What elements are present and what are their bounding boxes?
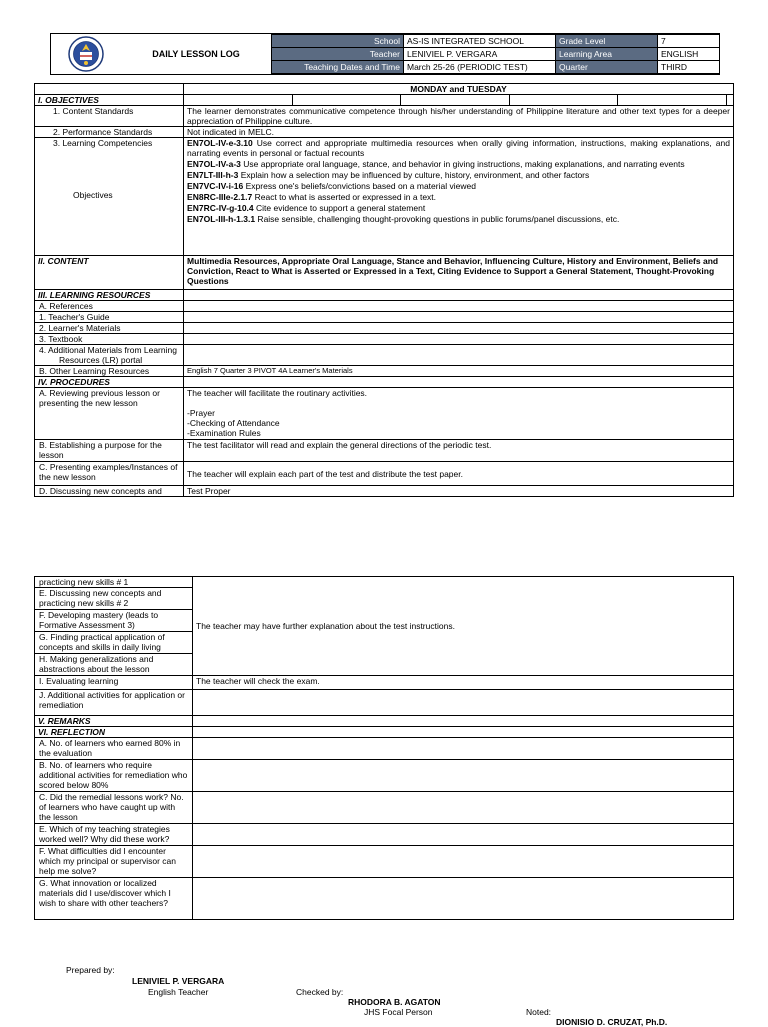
reflection-c-label: C. Did the remedial lessons work? No. of learners who have caught up with the lesson [35,792,193,824]
blank-cell [184,323,734,334]
corner-cell [35,84,184,95]
blank-cell [193,738,734,760]
competency-item: EN7OL-III-h-1.3.1 Raise sensible, challenging thought-provoking questions in public forums/panel discussions, etc. [187,214,620,224]
blank-cell [184,95,293,106]
blank-cell [193,760,734,792]
blank-cell [184,377,734,388]
content-standards-label: 1. Content Standards [35,106,184,127]
procedure-f-label: F. Developing mastery (leads to Formative Assessment 3) [35,610,193,632]
blank-cell [184,312,734,323]
other-resources-value: English 7 Quarter 3 PIVOT 4A Learner's Materials [184,366,734,377]
procedures-heading: IV. PROCEDURES [35,377,184,388]
blank-cell [184,290,734,301]
reflection-f-label: F. What difficulties did I encounter which my principal or supervisor can help me solve? [35,846,193,878]
textbook-label: 3. Textbook [35,334,184,345]
prepared-label: Prepared by: [66,965,115,975]
objectives-heading: I. OBJECTIVES [35,95,184,106]
procedure-i-label: I. Evaluating learning [35,676,193,690]
teachers-guide-label: 1. Teacher's Guide [35,312,184,323]
procedure-g-label: G. Finding practical application of concepts and skills in daily living [35,632,193,654]
seal-icon [68,36,104,72]
blank-cell [184,301,734,312]
document-title: DAILY LESSON LOG [152,49,240,59]
grade-value: 7 [658,35,720,48]
performance-standards-value: Not indicated in MELC. [184,127,734,138]
deped-seal-logo [51,34,121,74]
blank-cell [618,95,727,106]
competency-item: EN7LT-III-h-3 Explain how a selection may be influenced by culture, history, environment, and other factors [187,170,590,180]
performance-standards-label: 2. Performance Standards [35,127,184,138]
remarks-heading: V. REMARKS [35,716,193,727]
lesson-plan-table [34,83,734,497]
competency-item: EN7OL-IV-a-3 Use appropriate oral language, stance, and behavior in giving instructions, making explanations, and narrating events [187,159,685,169]
noted-label: Noted: [526,1007,552,1017]
additional-materials-label: 4. Additional Materials from Learning Resources (LR) portal [35,345,184,366]
objectives-label: Objectives [73,190,113,200]
procedure-d-value: Test Proper [184,486,734,497]
procedure-a-line: -Examination Rules [187,428,261,438]
reflection-g-label: G. What innovation or localized materials did I use/discover which I wish to share with other teachers? [35,878,193,920]
procedure-b-label: B. Establishing a purpose for the lesson [35,440,184,462]
content-heading: II. CONTENT [35,256,184,290]
procedure-c-value: The teacher will explain each part of the test and distribute the test paper. [184,462,734,486]
reflection-heading: VI. REFLECTION [35,727,193,738]
procedure-d-continued: practicing new skills # 1 [35,577,193,588]
prepared-role: English Teacher [148,987,209,997]
school-value: AS-IS INTEGRATED SCHOOL [404,35,556,48]
lesson-plan-table-continued [34,576,734,920]
blank-cell [193,690,734,716]
procedure-a-value [184,388,734,440]
procedure-a-line: The teacher will facilitate the routinary activities. [187,388,368,398]
other-resources-label: B. Other Learning Resources [35,366,184,377]
competency-item: EN7OL-IV-e-3.10 Use correct and appropriate multimedia resources when orally giving information, instructions, making explanations, and narrating events in personal or factual recounts [187,138,730,158]
procedure-c-label: C. Presenting examples/Instances of the new lesson [35,462,184,486]
reflection-b-label: B. No. of learners who require additional activities for remediation who scored below 80% [35,760,193,792]
blank-cell [193,878,734,920]
area-label: Learning Area [556,48,658,61]
blank-cell [727,95,734,106]
blank-cell [193,846,734,878]
references-label: A. References [35,301,184,312]
school-label: School [272,35,404,48]
reflection-e-label: E. Which of my teaching strategies worked well? Why did these work? [35,824,193,846]
blank-cell [193,824,734,846]
quarter-value: THIRD [658,61,720,74]
blank-cell [401,95,510,106]
blank-cell [509,95,618,106]
checked-role: JHS Focal Person [364,1007,433,1017]
competency-item: EN7VC-IV-i-16 Express one's beliefs/convictions based on a material viewed [187,181,476,191]
blank-cell [184,334,734,345]
procedure-a-label: A. Reviewing previous lesson or presenting the new lesson [35,388,184,440]
header-info-grid [271,34,720,74]
learners-materials-label: 2. Learner's Materials [35,323,184,334]
reflection-a-label: A. No. of learners who earned 80% in the evaluation [35,738,193,760]
procedure-j-label: J. Additional activities for application or remediation [35,690,193,716]
grade-label: Grade Level [556,35,658,48]
blank-cell [193,727,734,738]
procedure-a-line: -Prayer [187,408,215,418]
checked-label: Checked by: [296,987,344,997]
checked-name: RHODORA B. AGATON [348,997,441,1007]
procedure-a-line: -Checking of Attendance [187,418,280,428]
teacher-label: Teacher [272,48,404,61]
area-value: ENGLISH [658,48,720,61]
blank-cell [184,345,734,366]
procedure-i-value: The teacher will check the exam. [193,676,734,690]
teacher-value: LENIVIEL P. VERGARA [404,48,556,61]
quarter-label: Quarter [556,61,658,74]
dates-value: March 25-26 (PERIODIC TEST) [404,61,556,74]
content-value: Multimedia Resources, Appropriate Oral Language, Stance and Behavior, Influencing Culture, History and Environment, Beliefs and Conviction, React to What is Asserted or Expressed in a Text, Citing Evidence to Support a General Statement, Thought-Provoking Questions [184,256,734,290]
competencies-label: 3. Learning Competencies [53,138,153,148]
lesson-log-header [50,33,720,75]
blank-cell [193,716,734,727]
blank-cell [193,792,734,824]
competency-item: EN7RC-IV-g-10.4 Cite evidence to support a general statement [187,203,426,213]
procedures-efgh-value: The teacher may have further explanation about the test instructions. [193,577,734,676]
noted-name: DIONISIO D. CRUZAT, Ph.D. [556,1017,668,1027]
procedure-h-label: H. Making generalizations and abstractions about the lesson [35,654,193,676]
resources-heading: III. LEARNING RESOURCES [35,290,184,301]
competencies-label-cell [35,138,184,256]
blank-cell [292,95,401,106]
competency-item: EN8RC-IIIe-2.1.7 React to what is asserted or expressed in a text. [187,192,437,202]
content-standards-value: The learner demonstrates communicative competence through his/her understanding of Philippine literature and other text types for a deeper appreciation of Philippine culture. [184,106,734,127]
day-header: MONDAY and TUESDAY [184,84,734,95]
prepared-name: LENIVIEL P. VERGARA [132,976,225,986]
procedure-d-label: D. Discussing new concepts and [35,486,184,497]
competencies-list [184,138,734,256]
dates-label: Teaching Dates and Time [272,61,404,74]
procedure-b-value: The test facilitator will read and explain the general directions of the periodic test. [184,440,734,462]
procedure-e-label: E. Discussing new concepts and practicing new skills # 2 [35,588,193,610]
